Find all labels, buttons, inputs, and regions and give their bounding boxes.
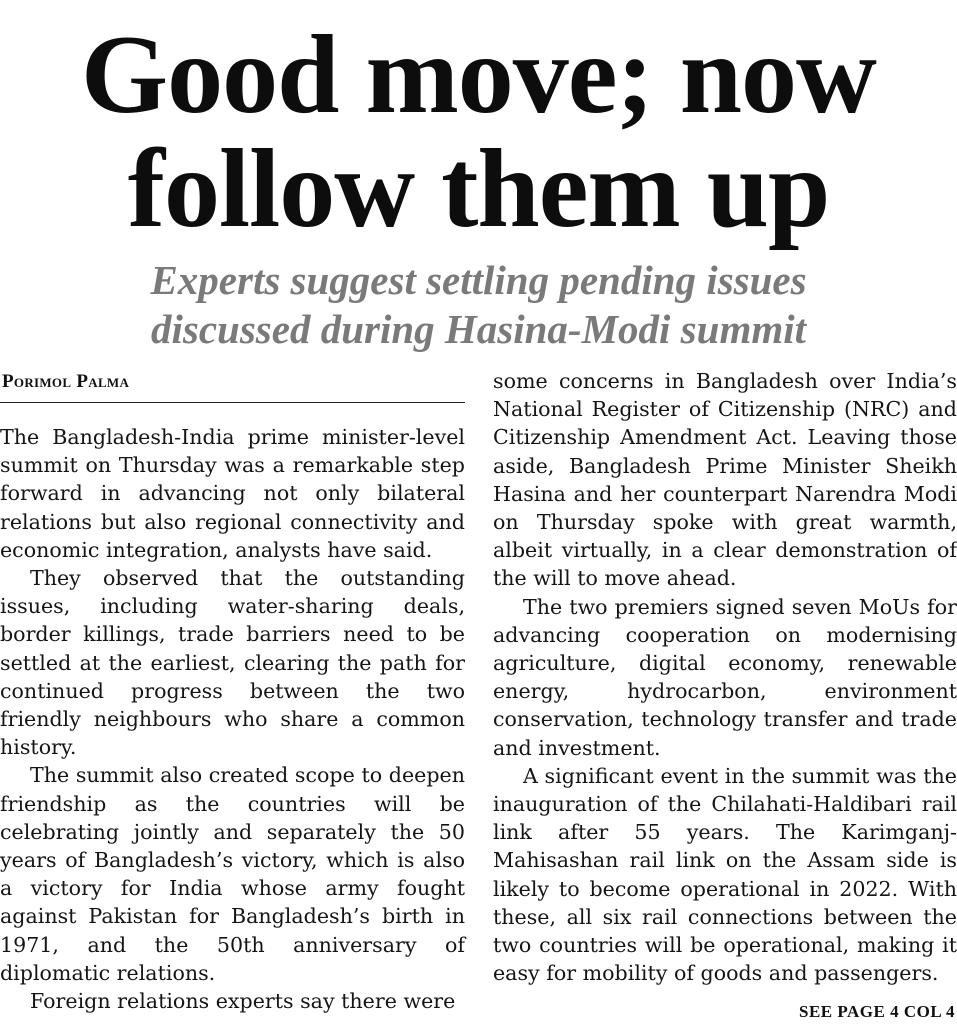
headline <box>0 13 957 251</box>
byline: Porimol Palma <box>2 371 130 392</box>
article-paragraph: some concerns in Bangladesh over India’s National Register of Citizenship (NRC) and Citizenship Amendment Act. Leaving those aside, Bangladesh Prime Minister Sheikh Hasina and her counterpart Narendra Modi on Thursday spoke with great warmth, albeit virtually, in a clear demonstration of the will to move ahead. <box>493 369 957 591</box>
article-column-left <box>0 423 465 1015</box>
article-paragraph: The two premiers signed seven MoUs for advancing cooperation on modernising agriculture, digital economy, renewable energy, hydrocarbon, environment conservation, technology transfer and trade and investment. <box>493 594 957 760</box>
subheadline <box>0 256 957 354</box>
subheadline-line-1: Experts suggest settling pending issues <box>150 257 807 303</box>
article-paragraph: A significant event in the summit was the inauguration of the Chilahati-Haldibari rail link after 55 years. The Karimganj-Mahisashan rail link on the Assam side is likely to become operational in 2022. With these, all six rail connections between the two countries will be operational, making it easy for mobility of goods and passengers. <box>493 763 957 986</box>
headline-line-1: Good move; now <box>81 13 876 137</box>
byline-divider <box>0 402 465 403</box>
article-paragraph: Foreign relations experts say there were <box>30 989 456 1014</box>
article-column-right <box>493 367 957 987</box>
article-paragraph: The summit also created scope to deepen friendship as the countries will be celebrating jointly and separately the 50 years of Bangladesh’s victory, which is also a victory for India whose army fought against Pakistan for Bangladesh’s birth in 1971, and the 50th anniversary of diplomatic relations. <box>0 763 465 985</box>
subheadline-line-2: discussed during Hasina-Modi summit <box>150 306 807 352</box>
continuation-jump-line: SEE PAGE 4 COL 4 <box>799 1002 955 1021</box>
article-paragraph: They observed that the outstanding issues, including water-sharing deals, border killings, trade barriers need to be settled at the earliest, clearing the path for continued progress between the two friendly neighbours who share a common history. <box>0 566 465 760</box>
headline-line-2: follow them up <box>127 127 830 251</box>
article-paragraph: The Bangladesh-India prime minister-level summit on Thursday was a remarkable step forward in advancing not only bilateral relations but also regional connectivity and economic integration, analysts have said. <box>0 425 465 562</box>
